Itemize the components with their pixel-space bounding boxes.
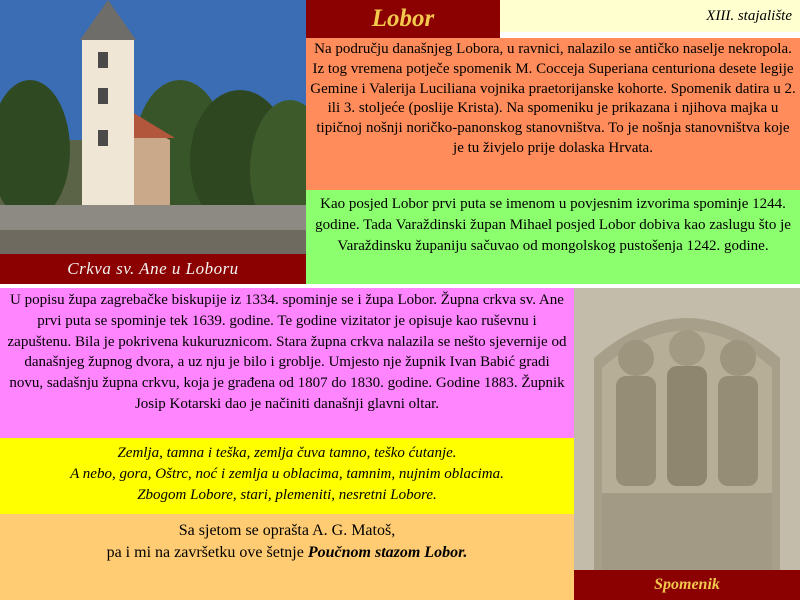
monument-illustration	[574, 288, 800, 570]
page-title: Lobor	[306, 0, 500, 38]
medieval-text: Kao posjed Lobor prvi puta se imenom u povjesnim izvorima spominje 1244. godine. Tada Varaždinski župan Mihael posjed Lobor dobiva kao zaslugu što je Varaždinsku županiju sačuvao od mongolskog pustošenja 1242. godine.	[315, 196, 791, 254]
parish-text-panel	[0, 288, 574, 438]
antiquity-text: Na području današnjeg Lobora, u ravnici, nalazilo se antičko naselje nekropola. Iz tog vremena potječe spomenik M. Cocceja Superiana centuriona desete legije Gemine i Valerija Luciliana vojnika praetorijanske kohorte. Spomenik datira u 2. ili 3. stoljeće (poslije Krista). Na spomeniku je prikazana i njihova majka u tipičnoj nošnji noričko-panonskog stanovništva. To je nošnja stanovništva koje je tu živjelo prije dolaska Hrvata.	[310, 41, 796, 156]
poem-line: Zemlja, tamna i teška, zemlja čuva tamno, teško ćutanje.	[117, 445, 457, 461]
church-caption: Crkva sv. Ane u Loboru	[0, 254, 306, 284]
monument-photo	[574, 288, 800, 570]
closing-line: Sa sjetom se oprašta A. G. Matoš,	[178, 522, 396, 539]
closing-line	[6, 542, 568, 564]
poem-panel	[0, 438, 574, 514]
closing-panel	[0, 514, 574, 600]
antiquity-text-panel	[306, 38, 800, 190]
closing-line-prefix: pa i mi na završetku ove šetnje	[106, 544, 308, 561]
church-photo	[0, 0, 306, 254]
stop-label: XIII. stajalište	[500, 0, 800, 32]
medieval-text-panel	[306, 190, 800, 284]
monument-caption: Spomenik	[574, 570, 800, 600]
trail-name: Poučnom stazom Lobor.	[307, 544, 468, 561]
church-illustration	[0, 0, 306, 254]
poem-line: Zbogom Lobore, stari, plemeniti, nesretni Lobore.	[137, 487, 437, 503]
poem-line: A nebo, gora, Oštrc, noć i zemlja u oblacima, tamnim, nujnim oblacima.	[70, 466, 504, 482]
parish-text: U popisu župa zagrebačke biskupije iz 1334. spominje se i župa Lobor. Župna crkva sv. Ane prvi puta se spominje tek 1639. godine. Te godine vizitator je opisuje kao ruševnu i zapuštenu. Bila je pokrivena kukuruznicom. Stara župna crkva nalazila se nešto sjevernije od današnjeg župnog dvora, a uz nju je bilo i groblje. Umjesto nje župnik Ivan Babić gradi novu, sadašnju župna crkvu, koja je građena od 1807 do 1830. godine. Godine 1883. Župnik Josip Kotarski dao je načiniti današnji glavni oltar.	[7, 292, 567, 412]
